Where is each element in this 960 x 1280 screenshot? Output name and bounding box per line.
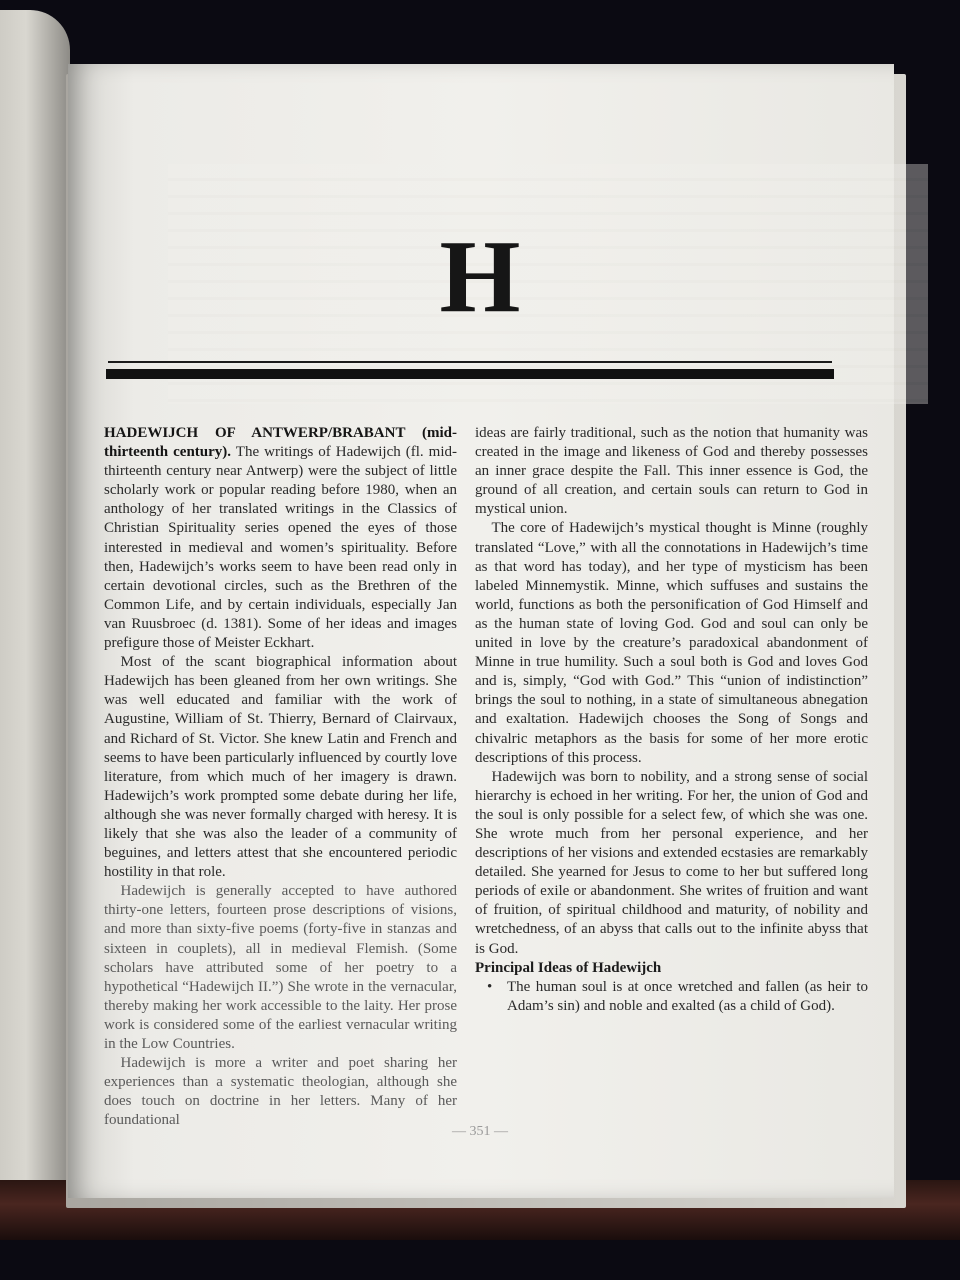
entry-first-paragraph: [104, 424, 457, 653]
chapter-letter: H: [439, 219, 521, 334]
thick-rule: [106, 369, 834, 379]
paragraph: Hadewijch is generally accepted to have authored thirty-one letters, fourteen prose descriptions of visions, and more than sixty-five poems (forty-five in stanzas and sixteen in couplets), all in medieval Flemish. (Some scholars have attributed some of her poetry to a hypothetical “Hadewijch II.”) She wrote in the vernacular, thereby making her work accessible to the laity. Her prose work is considered some of the earliest vernacular writing in the Low Countries.: [104, 883, 457, 1052]
paragraph: Hadewijch was born to nobility, and a strong sense of social hierarchy is echoed in her writing. For her, the union of God and the soul is only possible for a select few, of which she was one. She wrote much from her personal experience, and her descriptions of her visions and extended ecstasies are remarkably detailed. She yearned for Jesus to come to her but suffered long periods of exile or abandonment. She writes of fruition and want of fruition, of spiritual childhood and maturity, of nobility and wretchedness, of an abyss that calls out to the infinite abyss that is God.: [475, 768, 868, 957]
thin-rule: [108, 361, 832, 363]
paragraph: Hadewijch is more a writer and poet sharing her experiences than a systematic theologian, although she does touch on doctrine in her letters. Many of her foundational: [104, 1055, 457, 1129]
entry-heading: HADEWIJCH OF ANTWERP/BRABANT (mid-thirteenth century).: [104, 425, 457, 461]
paragraph: Most of the scant biographical information about Hadewijch has been gleaned from her own writings. She was well educated and familiar with the work of Augustine, William of St. Thierry, Bernard of Clairvaux, and Richard of St. Victor. She knew Latin and French and seems to have been particularly influenced by courtly love literature, from which much of her imagery is drawn. Hadewijch’s work prompted some debate during her life, although she was never formally charged with heresy. It is likely that she was also the leader of a community of beguines, and letters attest that she encountered periodic hostility in that role.: [104, 654, 457, 881]
facing-page-edge: [0, 10, 70, 1200]
bullet-list: [475, 978, 868, 1016]
list-item: • The human soul is at once wretched and fallen (as heir to Adam’s sin) and noble and exalted (as a child of God).: [475, 978, 868, 1016]
right-column: [475, 424, 868, 1016]
page-number: — 351 —: [452, 1124, 508, 1139]
section-heading: Principal Ideas of Hadewijch: [475, 959, 662, 976]
left-column: [104, 424, 457, 1130]
paragraph: The core of Hadewijch’s mystical thought is Minne (roughly translated “Love,” with all the connotations in Hadewijch’s time as that word has today), and her type of mysticism has been labeled Minnemystik. Minne, which suffuses and sustains the world, functions as both the personification of God Himself and as the human state of loving God. God and soul can only be united in love by the creature’s paradoxical abandonment of Minne in true humility. Such a soul both is God and loves God and is, simply, “God with God.” This “union of indistinction” brings the soul to nothing, in a state of simultaneous abnegation and exaltation. Hadewijch chooses the Song of Songs and chivalric metaphors as the basis for some of her more erotic descriptions of this process.: [475, 520, 868, 766]
paragraph: ideas are fairly traditional, such as the notion that humanity was created in the image and likeness of God and thereby possesses an inner grace despite the Fall. This inner essence is God, the ground of all creation, and certain souls can return to God in mystical union.: [475, 425, 868, 518]
paragraph-text: The writings of Hadewijch (fl. mid-thirteenth century near Antwerp) were the subject of little scholarly work or popular reading before 1980, when an anthology of her translated writings in the Classics of Christian Spirituality series opened the eyes of those interested in medieval and women’s spirituality. Before then, Hadewijch’s works seem to have been read only in certain devotional circles, such as the Brethren of the Common Life, and by certain individuals, especially Jan van Ruusbroec (d. 1381). Some of her ideas and images prefigure those of Meister Eckhart.: [104, 444, 457, 652]
